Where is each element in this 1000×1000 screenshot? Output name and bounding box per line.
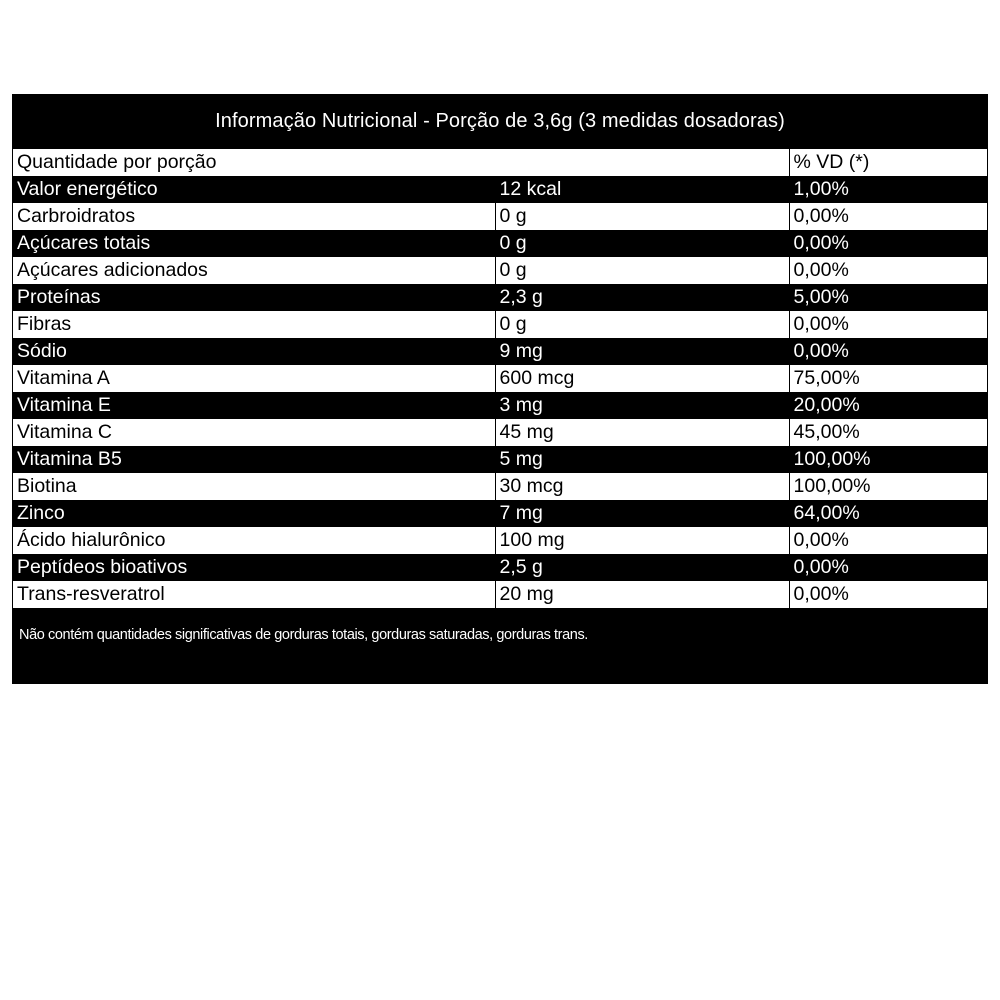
nutrient-name: Zinco: [13, 500, 495, 527]
nutrient-vd: 100,00%: [789, 473, 987, 500]
nutrient-name: Sódio: [13, 338, 495, 365]
nutrient-vd: 45,00%: [789, 419, 987, 446]
nutrient-vd: 0,00%: [789, 338, 987, 365]
header-quantity-label: Quantidade por porção: [13, 149, 789, 177]
table-row: [13, 176, 987, 203]
nutrient-amount: 30 mcg: [495, 473, 789, 500]
nutrient-vd: 1,00%: [789, 176, 987, 203]
nutrient-amount: 20 mg: [495, 581, 789, 608]
table-row: [13, 473, 987, 500]
table-header-row: [13, 149, 987, 177]
nutrition-table: [13, 148, 987, 608]
nutrition-facts-label: [12, 94, 988, 684]
label-title: Informação Nutricional - Porção de 3,6g (3 medidas dosadoras): [215, 110, 785, 132]
nutrient-amount: 2,5 g: [495, 554, 789, 581]
nutrient-vd: 5,00%: [789, 284, 987, 311]
nutrient-amount: 0 g: [495, 311, 789, 338]
nutrient-name: Peptídeos bioativos: [13, 554, 495, 581]
nutrient-vd: 100,00%: [789, 446, 987, 473]
table-row: [13, 311, 987, 338]
nutrient-vd: 0,00%: [789, 257, 987, 284]
nutrient-name: Vitamina C: [13, 419, 495, 446]
table-row: [13, 392, 987, 419]
nutrient-amount: 45 mg: [495, 419, 789, 446]
nutrient-vd: 0,00%: [789, 581, 987, 608]
nutrient-vd: 75,00%: [789, 365, 987, 392]
nutrient-vd: 0,00%: [789, 527, 987, 554]
nutrient-amount: 12 kcal: [495, 176, 789, 203]
table-row: [13, 527, 987, 554]
nutrient-name: Ácido hialurônico: [13, 527, 495, 554]
table-row: [13, 500, 987, 527]
table-row: [13, 338, 987, 365]
nutrient-amount: 7 mg: [495, 500, 789, 527]
nutrient-vd: 20,00%: [789, 392, 987, 419]
table-row: [13, 419, 987, 446]
footnote: Não contém quantidades significativas de gorduras totais, gorduras saturadas, gorduras trans.: [19, 627, 588, 643]
table-row: [13, 554, 987, 581]
table-row: [13, 581, 987, 608]
nutrient-name: Trans-resveratrol: [13, 581, 495, 608]
nutrient-name: Proteínas: [13, 284, 495, 311]
nutrient-amount: 0 g: [495, 257, 789, 284]
table-row: [13, 203, 987, 230]
nutrient-name: Açúcares adicionados: [13, 257, 495, 284]
nutrient-vd: 0,00%: [789, 311, 987, 338]
table-row: [13, 446, 987, 473]
nutrient-name: Vitamina A: [13, 365, 495, 392]
nutrient-amount: 9 mg: [495, 338, 789, 365]
table-row: [13, 257, 987, 284]
table-row: [13, 365, 987, 392]
nutrient-vd: 0,00%: [789, 554, 987, 581]
table-row: [13, 230, 987, 257]
nutrient-amount: 0 g: [495, 203, 789, 230]
nutrient-amount: 100 mg: [495, 527, 789, 554]
nutrient-amount: 2,3 g: [495, 284, 789, 311]
nutrient-amount: 600 mcg: [495, 365, 789, 392]
nutrient-name: Fibras: [13, 311, 495, 338]
nutrient-amount: 5 mg: [495, 446, 789, 473]
nutrient-name: Valor energético: [13, 176, 495, 203]
nutrient-name: Vitamina E: [13, 392, 495, 419]
nutrient-name: Carbroidratos: [13, 203, 495, 230]
nutrient-name: Açúcares totais: [13, 230, 495, 257]
nutrient-vd: 0,00%: [789, 230, 987, 257]
nutrient-vd: 64,00%: [789, 500, 987, 527]
nutrient-name: Vitamina B5: [13, 446, 495, 473]
table-row: [13, 284, 987, 311]
nutrient-amount: 3 mg: [495, 392, 789, 419]
nutrient-name: Biotina: [13, 473, 495, 500]
header-vd-label: % VD (*): [789, 149, 987, 177]
nutrient-vd: 0,00%: [789, 203, 987, 230]
nutrient-amount: 0 g: [495, 230, 789, 257]
